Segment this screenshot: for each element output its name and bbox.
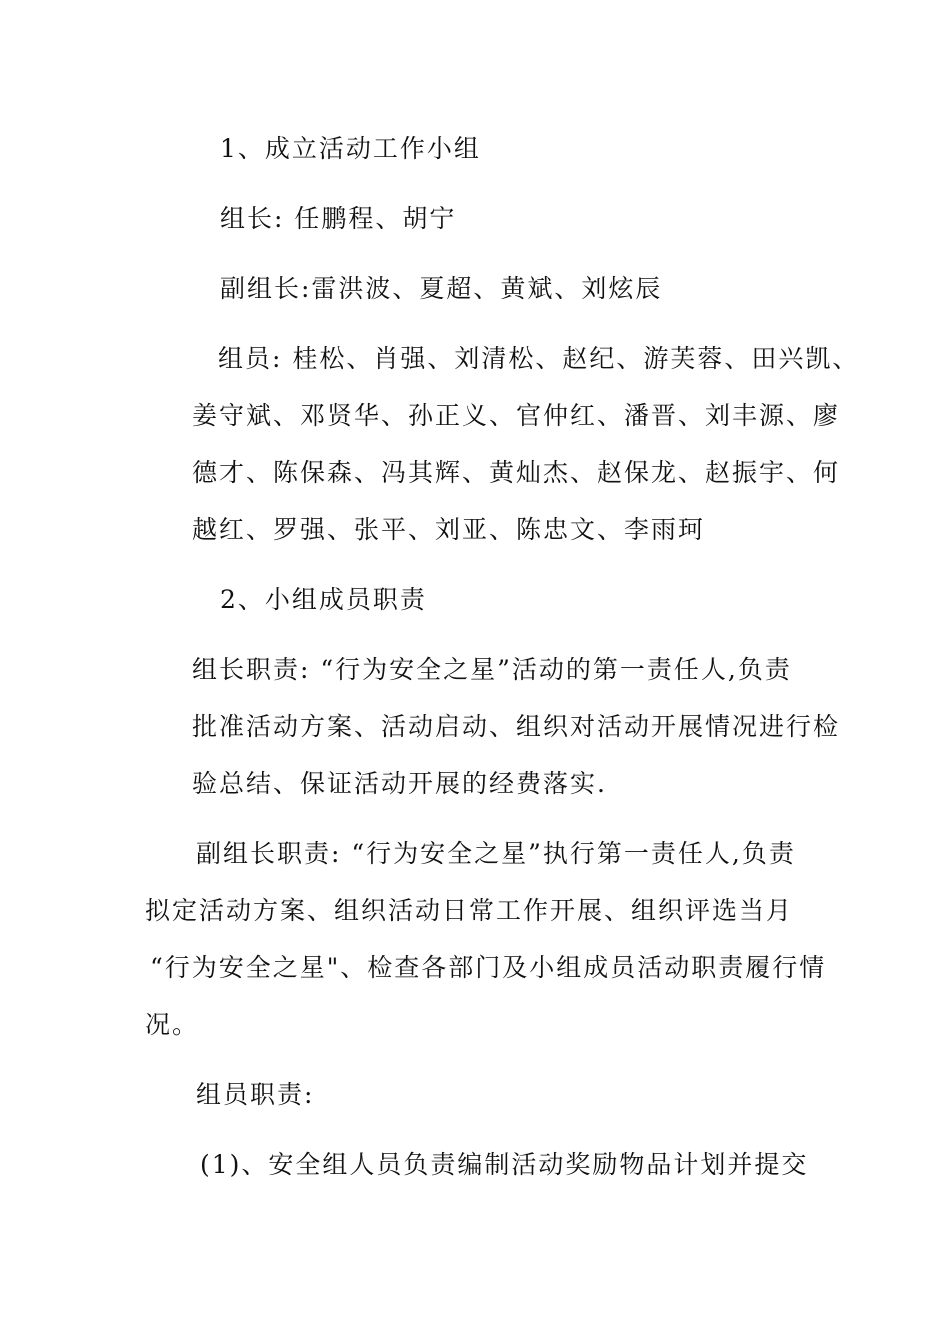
- members-line-2: 姜守斌、邓贤华、孙正义、官仲红、潘晋、刘丰源、廖: [192, 401, 841, 430]
- members-line-1: 组员: 桂松、肖强、刘清松、赵纪、游芙蓉、田兴凯、: [218, 344, 860, 373]
- leader-duty-line-3: 验总结、保证活动开展的经费落实.: [192, 769, 607, 798]
- members-line-3: 德才、陈保森、冯其辉、黄灿杰、赵保龙、赵振宇、何: [192, 458, 841, 487]
- section-heading-1: 1、成立活动工作小组: [220, 134, 481, 163]
- deputy-duty-line-4: 况。: [145, 1010, 200, 1039]
- group-leader-line: 组长: 任鹏程、胡宁: [220, 204, 457, 233]
- deputy-leader-line: 副组长:雷洪波、夏超、黄斌、刘炫辰: [220, 274, 663, 303]
- section-heading-2: 2、小组成员职责: [220, 585, 427, 614]
- deputy-duty-line-3: “行为安全之星"、检查各部门及小组成员活动职责履行情: [150, 953, 827, 982]
- member-duty-item-1: (1)、安全组人员负责编制活动奖励物品计划并提交: [200, 1150, 809, 1179]
- leader-duty-line-1: 组长职责: “行为安全之星”活动的第一责任人,负责: [192, 655, 792, 684]
- deputy-duty-line-2: 拟定活动方案、组织活动日常工作开展、组织评选当月: [145, 896, 794, 925]
- members-line-4: 越红、罗强、张平、刘亚、陈忠文、李雨珂: [192, 515, 706, 544]
- member-duty-heading: 组员职责:: [196, 1080, 315, 1109]
- leader-duty-line-2: 批准活动方案、活动启动、组织对活动开展情况进行检: [192, 712, 841, 741]
- deputy-duty-line-1: 副组长职责: “行为安全之星”执行第一责任人,负责: [196, 839, 796, 868]
